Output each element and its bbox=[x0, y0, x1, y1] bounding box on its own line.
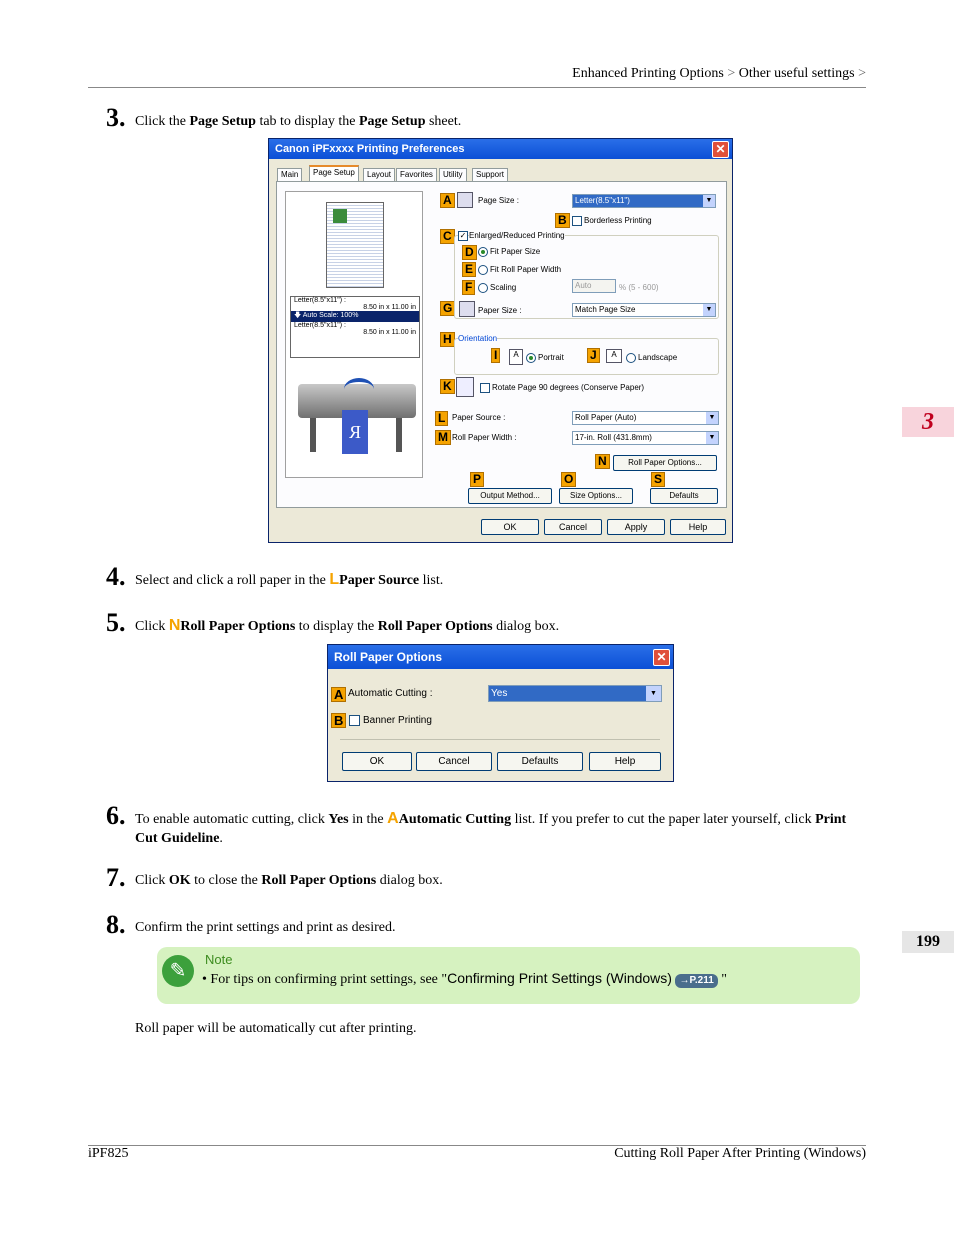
tab-layout[interactable]: Layout bbox=[363, 168, 395, 181]
callout-f: F bbox=[462, 280, 475, 295]
step-5-text bbox=[135, 616, 559, 636]
scale-line bbox=[291, 311, 419, 322]
callout-g: G bbox=[440, 301, 455, 316]
enlarged-label: Enlarged/Reduced Printing bbox=[469, 231, 565, 240]
arrow-down-icon: 🡇 bbox=[294, 312, 302, 319]
text: dialog box. bbox=[376, 873, 443, 888]
callout-m: M bbox=[435, 430, 451, 445]
step-number: 8. bbox=[106, 910, 126, 939]
paper-source-label: Paper Source : bbox=[452, 413, 506, 422]
callout-d: D bbox=[462, 245, 477, 260]
step-number: 4. bbox=[106, 562, 126, 591]
step-3-text bbox=[135, 112, 461, 131]
fit-paper-radio[interactable] bbox=[478, 247, 488, 257]
breadcrumb-section: Enhanced Printing Options bbox=[572, 66, 724, 81]
text: Confirm the print settings and print as desired. bbox=[135, 920, 396, 935]
page-size-value: Letter(8.5"x11") bbox=[575, 196, 630, 205]
apply-button[interactable]: Apply bbox=[607, 519, 665, 535]
page-size-icon bbox=[457, 192, 473, 208]
callout-o: O bbox=[561, 472, 576, 487]
tab-utility[interactable]: Utility bbox=[439, 168, 467, 181]
fit-roll-label: Fit Roll Paper Width bbox=[490, 265, 562, 274]
dialog-titlebar bbox=[269, 139, 732, 159]
bold-term: Paper Source bbox=[339, 573, 420, 588]
portrait-radio[interactable] bbox=[526, 353, 536, 363]
separator bbox=[340, 739, 660, 740]
footer-section-title: Cutting Roll Paper After Printing (Windows) bbox=[614, 1146, 866, 1161]
callout-c: C bbox=[440, 229, 455, 244]
bullet: • bbox=[202, 972, 207, 987]
paper-source-value: Roll Paper (Auto) bbox=[575, 413, 637, 422]
page-size-label: Page Size : bbox=[478, 196, 519, 205]
landscape-icon: A bbox=[606, 349, 622, 363]
printer-leg-icon bbox=[396, 418, 402, 452]
chevron-down-icon[interactable]: ▼ bbox=[706, 432, 718, 444]
roll-paper-options-button[interactable]: Roll Paper Options... bbox=[613, 455, 717, 471]
step-number: 7. bbox=[106, 863, 126, 892]
chapter-tab: 3 bbox=[902, 407, 954, 437]
text: Click the bbox=[135, 114, 190, 129]
roll-width-value: 17-in. Roll (431.8mm) bbox=[575, 433, 652, 442]
portrait-label: Portrait bbox=[538, 353, 564, 362]
portrait-icon: A bbox=[509, 349, 523, 365]
bold-term: Roll Paper Options bbox=[261, 873, 377, 888]
text: to display the bbox=[295, 619, 378, 634]
landscape-radio[interactable] bbox=[626, 353, 636, 363]
callout-k: K bbox=[440, 379, 455, 394]
pencil-icon: ✎ bbox=[162, 955, 194, 987]
header-rule bbox=[88, 87, 866, 88]
size-options-button[interactable]: Size Options... bbox=[559, 488, 633, 504]
note-box bbox=[157, 947, 860, 1004]
roll-paper-options-dialog bbox=[327, 644, 674, 782]
fit-paper-label: Fit Paper Size bbox=[490, 247, 541, 256]
text: To enable automatic cutting, click bbox=[135, 812, 329, 827]
enlarged-checkbox[interactable]: ✓ bbox=[459, 231, 467, 240]
header-breadcrumb bbox=[572, 66, 866, 82]
text: in the bbox=[348, 812, 388, 827]
callout-a: A bbox=[331, 687, 346, 702]
page-preview-icon bbox=[326, 202, 384, 288]
bold-term: Page Setup bbox=[189, 114, 256, 129]
text: list. bbox=[419, 573, 444, 588]
scaling-stepper[interactable] bbox=[572, 279, 616, 293]
callout-b: B bbox=[555, 213, 570, 228]
step-7-text bbox=[135, 871, 443, 890]
roll-width-label: Roll Paper Width : bbox=[452, 433, 517, 442]
paper-size-label: Paper Size : bbox=[478, 306, 522, 315]
callout-l: L bbox=[435, 411, 448, 426]
breadcrumb-separator: > bbox=[858, 66, 866, 81]
dialog-title: Canon iPFxxxx Printing Preferences bbox=[275, 143, 465, 155]
page-ref-link[interactable]: →P.211 bbox=[675, 974, 717, 988]
paper-source-select[interactable] bbox=[572, 411, 719, 425]
step-4-text bbox=[135, 570, 443, 590]
text: For tips on confirming print settings, see " bbox=[210, 972, 448, 987]
tab-main[interactable]: Main bbox=[277, 168, 302, 181]
orientation-group bbox=[454, 338, 719, 375]
bold-term: Print Cut Guideline bbox=[135, 812, 847, 846]
paper-size-value: Match Page Size bbox=[575, 305, 636, 314]
text: sheet. bbox=[425, 114, 462, 129]
step-number: 6. bbox=[106, 801, 126, 830]
size-line: Letter(8.5"x11") : bbox=[294, 297, 346, 304]
chevron-down-icon[interactable]: ▼ bbox=[703, 195, 715, 207]
callout-a: A bbox=[440, 193, 455, 208]
bold-term: OK bbox=[168, 873, 191, 888]
printer-illustration-icon bbox=[296, 370, 418, 462]
step-6-text bbox=[135, 809, 866, 848]
defaults-button[interactable]: Defaults bbox=[650, 488, 718, 504]
tab-favorites[interactable]: Favorites bbox=[396, 168, 437, 181]
scaling-range: % (5 - 600) bbox=[619, 283, 659, 292]
callout-l: L bbox=[329, 571, 340, 588]
step-number: 3. bbox=[106, 103, 126, 132]
defaults-button[interactable]: Defaults bbox=[497, 752, 583, 771]
landscape-label: Landscape bbox=[638, 353, 678, 362]
page-size-select[interactable] bbox=[572, 194, 716, 208]
callout-e: E bbox=[462, 262, 476, 277]
callout-j: J bbox=[587, 348, 600, 363]
page-number-tab: 199 bbox=[902, 931, 954, 953]
breadcrumb-separator: > bbox=[727, 66, 736, 81]
callout-s: S bbox=[651, 472, 665, 487]
text: dialog box. bbox=[492, 619, 560, 634]
callout-a: A bbox=[387, 810, 399, 827]
text: " bbox=[717, 972, 727, 987]
fit-roll-radio[interactable] bbox=[478, 265, 488, 275]
text: Click bbox=[135, 873, 169, 888]
bold-term: Roll Paper Options bbox=[377, 619, 493, 634]
paper-size-select[interactable] bbox=[572, 303, 716, 317]
text: to close the bbox=[190, 873, 262, 888]
note-title: Note bbox=[205, 952, 233, 967]
note-link[interactable]: Confirming Print Settings (Windows) bbox=[447, 970, 672, 986]
step-number: 5. bbox=[106, 608, 126, 637]
printing-preferences-dialog bbox=[268, 138, 733, 543]
size-line: 8.50 in x 11.00 in bbox=[363, 329, 416, 336]
borderless-checkbox[interactable] bbox=[572, 216, 582, 226]
breadcrumb-subsection: Other useful settings bbox=[738, 66, 855, 81]
result-text: Roll paper will be automatically cut after printing. bbox=[135, 1021, 417, 1036]
size-info-box bbox=[290, 296, 420, 358]
close-icon[interactable]: ✕ bbox=[712, 141, 729, 158]
close-icon[interactable]: ✕ bbox=[653, 649, 670, 666]
callout-b: B bbox=[331, 713, 346, 728]
scaling-label: Scaling bbox=[490, 283, 517, 292]
orientation-label: Orientation bbox=[458, 334, 498, 343]
rotate-page-icon bbox=[456, 377, 474, 397]
callout-p: P bbox=[470, 472, 484, 487]
rotate-arrow-icon bbox=[344, 378, 374, 400]
banner-printing-checkbox[interactable] bbox=[349, 715, 360, 726]
chevron-down-icon[interactable]: ▼ bbox=[646, 686, 661, 701]
preview-image-icon bbox=[333, 209, 347, 223]
text: . bbox=[219, 831, 223, 846]
tab-page-setup[interactable]: Page Setup bbox=[309, 165, 359, 182]
preview-panel bbox=[285, 191, 423, 478]
chevron-down-icon[interactable]: ▼ bbox=[703, 304, 715, 316]
callout-h: H bbox=[440, 332, 455, 347]
text: Select and click a roll paper in the bbox=[135, 573, 330, 588]
scale-value: Auto Scale: 100% bbox=[302, 312, 359, 319]
tab-support[interactable]: Support bbox=[472, 168, 508, 181]
size-line: Letter(8.5"x11") : bbox=[294, 322, 346, 329]
paper-size-icon bbox=[459, 301, 475, 317]
cancel-button[interactable]: Cancel bbox=[416, 752, 492, 771]
step-8-text bbox=[135, 918, 396, 937]
printed-sheet-icon: R bbox=[342, 410, 368, 454]
chevron-down-icon[interactable]: ▼ bbox=[706, 412, 718, 424]
output-method-button[interactable]: Output Method... bbox=[468, 488, 552, 504]
scaling-radio[interactable] bbox=[478, 283, 488, 293]
automatic-cutting-select[interactable] bbox=[488, 685, 662, 702]
bold-term: Roll Paper Options bbox=[180, 619, 296, 634]
borderless-label: Borderless Printing bbox=[584, 216, 652, 225]
footer-model: iPF825 bbox=[88, 1146, 129, 1161]
dialog-titlebar bbox=[328, 645, 673, 669]
printer-leg-icon bbox=[310, 418, 316, 452]
text: Click bbox=[135, 619, 169, 634]
banner-printing-label: Banner Printing bbox=[363, 715, 432, 726]
bold-term: Yes bbox=[328, 812, 349, 827]
cancel-button[interactable]: Cancel bbox=[544, 519, 602, 535]
help-button[interactable]: Help bbox=[670, 519, 726, 535]
automatic-cutting-label: Automatic Cutting : bbox=[348, 688, 433, 699]
size-line: 8.50 in x 11.00 in bbox=[363, 304, 416, 311]
automatic-cutting-value: Yes bbox=[491, 688, 508, 699]
help-button[interactable]: Help bbox=[589, 752, 661, 771]
callout-i: I bbox=[491, 348, 500, 363]
dialog-title: Roll Paper Options bbox=[334, 650, 443, 664]
roll-width-select[interactable] bbox=[572, 431, 719, 445]
bold-term: Page Setup bbox=[358, 114, 426, 129]
ok-button[interactable]: OK bbox=[481, 519, 539, 535]
text: list. If you prefer to cut the paper later yourself, click bbox=[511, 812, 816, 827]
rotate-label: Rotate Page 90 degrees (Conserve Paper) bbox=[492, 383, 645, 392]
callout-n: N bbox=[168, 617, 181, 634]
callout-n: N bbox=[595, 454, 610, 469]
rotate-checkbox[interactable] bbox=[480, 383, 490, 393]
note-text bbox=[202, 970, 727, 988]
ok-button[interactable]: OK bbox=[342, 752, 412, 771]
scaling-value: Auto bbox=[575, 281, 592, 290]
text: tab to display the bbox=[255, 114, 359, 129]
bold-term: Automatic Cutting bbox=[398, 812, 512, 827]
